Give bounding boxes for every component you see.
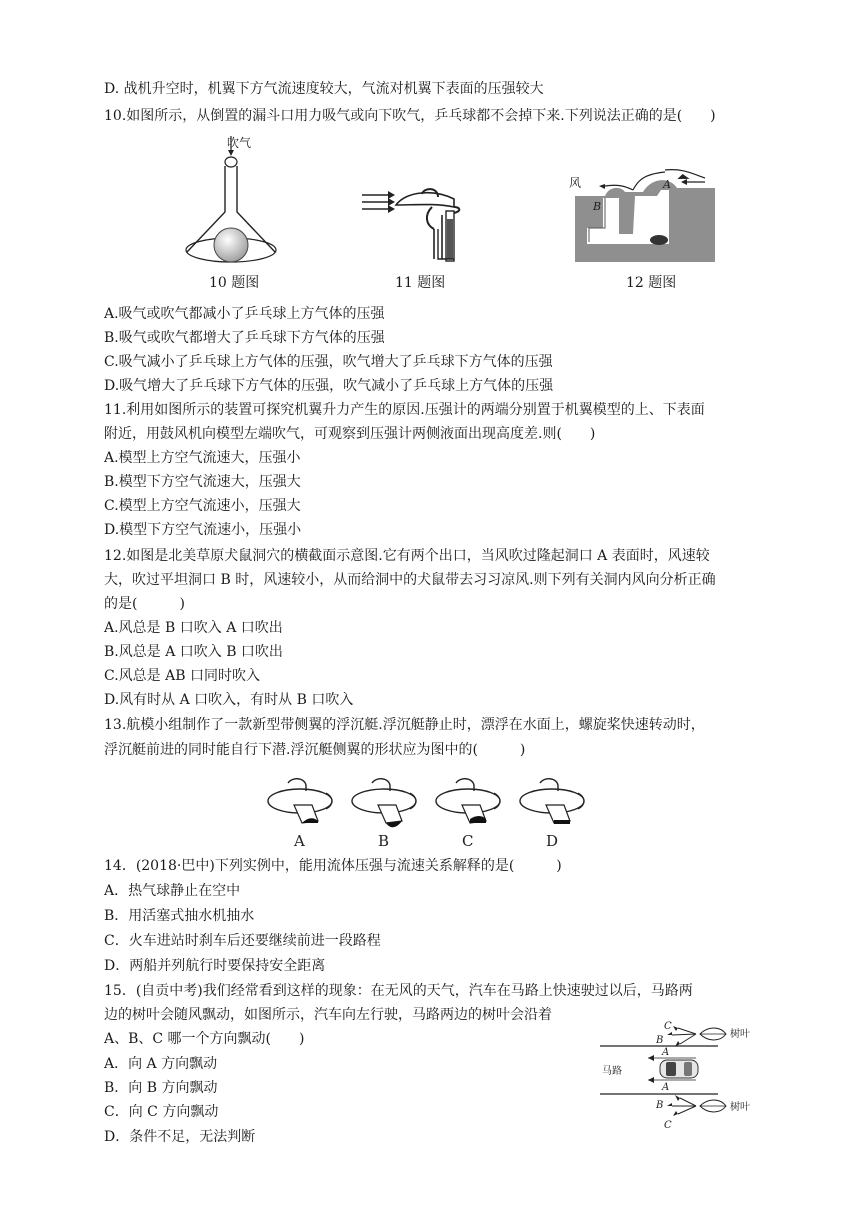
q12-stem-line2: 大，吹过平坦洞口 B 时，风速较小，从而给洞中的犬鼠带去习习凉风.则下列有关洞内风向分析正确 xyxy=(104,572,716,588)
q12-stem-line1: 12.如图是北美草原犬鼠洞穴的横截面示意图.它有两个出口，当风吹过隆起洞口 A 表面时，风速较 xyxy=(104,548,710,564)
q10-option-a: A.吸气或吹气都减小了乒乓球上方气体的压强 xyxy=(104,306,385,322)
q9-option-d: D. 战机升空时，机翼下方气流速度较大，气流对机翼下表面的压强较大 xyxy=(104,81,544,97)
choice-label-d: D xyxy=(546,832,559,850)
fig15-top-b: B xyxy=(656,1035,664,1046)
q13-stem-line2: 浮沉艇前进的同时能自行下潜.浮沉艇侧翼的形状应为图中的( ) xyxy=(104,742,526,758)
q12-option-a: A.风总是 B 口吹入 A 口吹出 xyxy=(104,620,283,636)
fig15-road-label: 马路 xyxy=(602,1066,622,1077)
caption-fig12: 12 题图 xyxy=(626,275,677,291)
q15-stem-line1: 15．(自贡中考)我们经常看到这样的现象：在无风的天气，汽车在马路上快速驶过以后，马路两 xyxy=(104,983,693,999)
q11-option-c: C.模型上方空气流速小，压强大 xyxy=(104,498,301,514)
q15-option-d: D．条件不足，无法判断 xyxy=(104,1129,256,1145)
wing-choice-a xyxy=(268,779,332,850)
q14-option-a: A．热气球静止在空中 xyxy=(104,883,241,899)
fig12-wind-label: 风 xyxy=(569,176,582,190)
q14-stem: 14．(2018·巴中)下列实例中，能用流体压强与流速关系解释的是( ) xyxy=(104,858,562,874)
wing-choice-b xyxy=(352,779,416,850)
q10-option-c: C.吸气减小了乒乓球上方气体的压强，吹气增大了乒乓球下方气体的压强 xyxy=(104,354,553,370)
fig15-bottom-a: A xyxy=(662,1082,670,1093)
q15-option-c: C．向 C 方向飘动 xyxy=(104,1104,219,1120)
q10-stem: 10.如图所示，从倒置的漏斗口用力吸气或向下吹气，乒乓球都不会掉下来.下列说法正确的是( ) xyxy=(104,108,716,124)
caption-fig10: 10 题图 xyxy=(209,275,260,291)
q11-stem-line2: 附近，用鼓风机向模型左端吹气，可观察到压强计两侧液面出现高度差.则( ) xyxy=(104,426,596,442)
q15-stem-line3: A、B、C 哪一个方向飘动( ) xyxy=(104,1031,305,1047)
q12-option-b: B.风总是 A 口吹入 B 口吹出 xyxy=(104,644,283,660)
wing-choice-d xyxy=(520,779,584,850)
fig15-top-a: A xyxy=(662,1047,670,1058)
side-wing-choices-figure xyxy=(264,775,604,850)
q10-option-d: D.吸气增大了乒乓球下方气体的压强，吹气减小了乒乓球上方气体的压强 xyxy=(104,378,554,394)
q14-option-b: B．用活塞式抽水机抽水 xyxy=(104,908,255,924)
fig10-label: 吹气 xyxy=(227,136,252,150)
choice-label-c: C xyxy=(462,832,474,850)
fig15-bottom-c: C xyxy=(664,1120,672,1131)
choice-label-a: A xyxy=(294,832,305,850)
choice-label-b: B xyxy=(378,832,390,850)
q14-option-d: D．两船并列航行时要保持安全距离 xyxy=(104,958,326,974)
fig15-bottom-b: B xyxy=(656,1100,664,1111)
road-car-leaves-figure xyxy=(596,1018,762,1134)
q15-option-b: B．向 B 方向飘动 xyxy=(104,1080,218,1096)
fig15-top-c: C xyxy=(664,1021,672,1032)
q12-stem-line3: 的是( ) xyxy=(104,596,185,612)
q10-option-b: B.吸气或吹气都增大了乒乓球下方气体的压强 xyxy=(104,330,385,346)
q11-option-d: D.模型下方空气流速小，压强小 xyxy=(104,522,302,538)
q11-option-a: A.模型上方空气流速大，压强小 xyxy=(104,450,301,466)
q15-stem-line2: 边的树叶会随风飘动，如图所示，汽车向左行驶，马路两边的树叶会沿着 xyxy=(104,1007,552,1023)
fig12-point-a: A xyxy=(663,178,671,191)
q14-option-c: C．火车进站时刹车后还要继续前进一段路程 xyxy=(104,933,381,949)
wing-choice-c xyxy=(436,779,500,850)
burrow-cross-section-figure xyxy=(565,168,718,262)
q12-option-d: D.风有时从 A 口吹入，有时从 B 口吹入 xyxy=(104,692,354,708)
fig15-bottom-leaf: 树叶 xyxy=(730,1102,750,1113)
q15-option-a: A．向 A 方向飘动 xyxy=(104,1056,218,1072)
caption-fig11: 11 题图 xyxy=(395,275,446,291)
fig12-point-b: B xyxy=(593,200,602,213)
q13-stem-line1: 13.航模小组制作了一款新型带侧翼的浮沉艇.浮沉艇静止时，漂浮在水面上，螺旋桨快速转动时， xyxy=(104,717,705,733)
q11-stem-line1: 11.利用如图所示的装置可探究机翼升力产生的原因.压强计的两端分别置于机翼模型的上、下表面 xyxy=(104,402,705,418)
q12-option-c: C.风总是 AB 口同时吹入 xyxy=(104,668,260,684)
q11-option-b: B.模型下方空气流速大，压强大 xyxy=(104,474,301,490)
wing-manometer-figure xyxy=(362,185,474,271)
funnel-ball-figure xyxy=(183,134,293,266)
fig15-top-leaf: 树叶 xyxy=(730,1029,750,1040)
